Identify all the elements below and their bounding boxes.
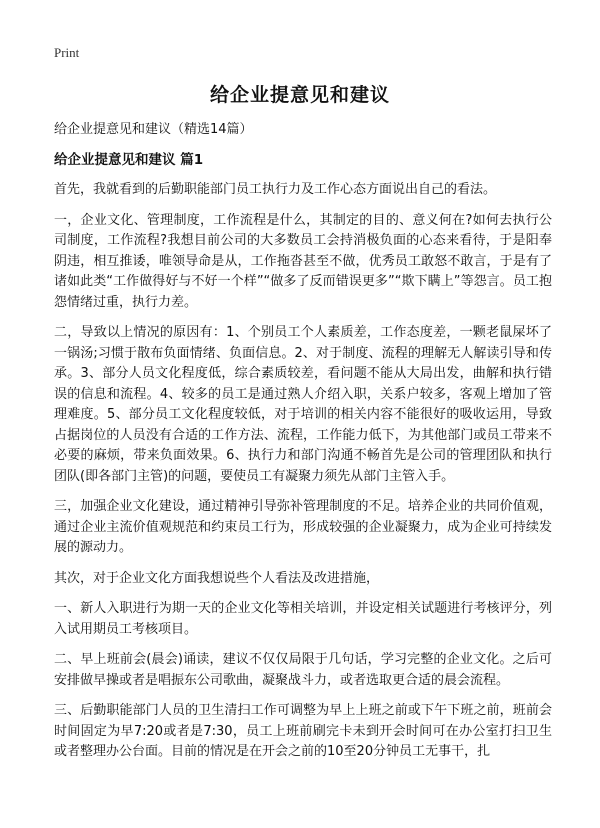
paragraph-7: 三、后勤职能部门人员的卫生清扫工作可调整为早上上班之前或下午下班之前，班前会时间固定为早7:20或者是7:30，员工上班前刷完卡未到开会时间可在办公室打扫卫生或者整理办公台面。目前的情况是在开会之前的10至20分钟员工无事干，扎 [54,703,552,759]
paragraph-5: 一、新人入职进行为期一天的企业文化等相关培训，并设定相关试题进行考核评分，列入试用期员工考核项目。 [54,601,552,637]
document-body [54,119,552,773]
paragraph-intro: 首先，我就看到的后勤职能部门员工执行力及工作心态方面说出自己的看法。 [54,182,497,197]
section-heading: 给企业提意见和建议 篇1 [54,152,204,168]
print-link[interactable]: Print [54,45,80,60]
paragraph-2: 二，导致以上情况的原因有：1、个别员工个人素质差，工作态度差，一颗老鼠屎坏了一锅汤;习惯于散布负面情绪、负面信息。2、对于制度、流程的理解无人解读引导和传承。3、部分人员文化程度低，综合素质较差，看问题不能从大局出发，曲解和执行错误的信息和流程。4、较多的员工是通过熟人介绍入职，关系户较多，客观上增加了管理难度。5、部分员工文化程度较低，对于培训的相关内容不能很好的吸收运用，导致占据岗位的人员没有合适的工作方法、流程，工作能力低下，为其他部门或员工带来不必要的麻烦，带来负面效果。6、执行力和部门沟通不畅首先是公司的管理团队和执行团队(即各部门主管)的问题，要使员工有凝聚力须先从部门主管入手。 [54,325,552,484]
document-subtitle: 给企业提意见和建议（精选14篇） [54,122,253,137]
paragraph-6: 二、早上班前会(晨会)诵读，建议不仅仅局限于几句话，学习完整的企业文化。之后可安排做早操或者是唱振东公司歌曲，凝聚战斗力，或者选取更合适的晨会流程。 [54,652,552,688]
paragraph-4: 其次，对于企业文化方面我想说些个人看法及改进措施， [54,570,380,586]
page-title: 给企业提意见和建议 [209,84,390,106]
paragraph-1: 一，企业文化、管理制度，工作流程是什么，其制定的目的、意义何在?如何去执行公司制度，工作流程?我想目前公司的大多数员工会持消极负面的心态来看待，于是阳奉阴违，相互推诿，唯领导命是从，工作拖沓甚至不做，优秀员工敢怒不敢言，于是有了诸如此类“工作做得好与不好一个样”“做多了反而错误更多”“欺下瞒上”等怨言。员工抱怨情绪过重，执行力差。 [54,212,552,310]
paragraph-3: 三，加强企业文化建设，通过精神引导弥补管理制度的不足。培养企业的共同价值观，通过企业主流价值观规范和约束员工行为，形成较强的企业凝聚力，成为企业可持续发展的源动力。 [54,499,552,555]
